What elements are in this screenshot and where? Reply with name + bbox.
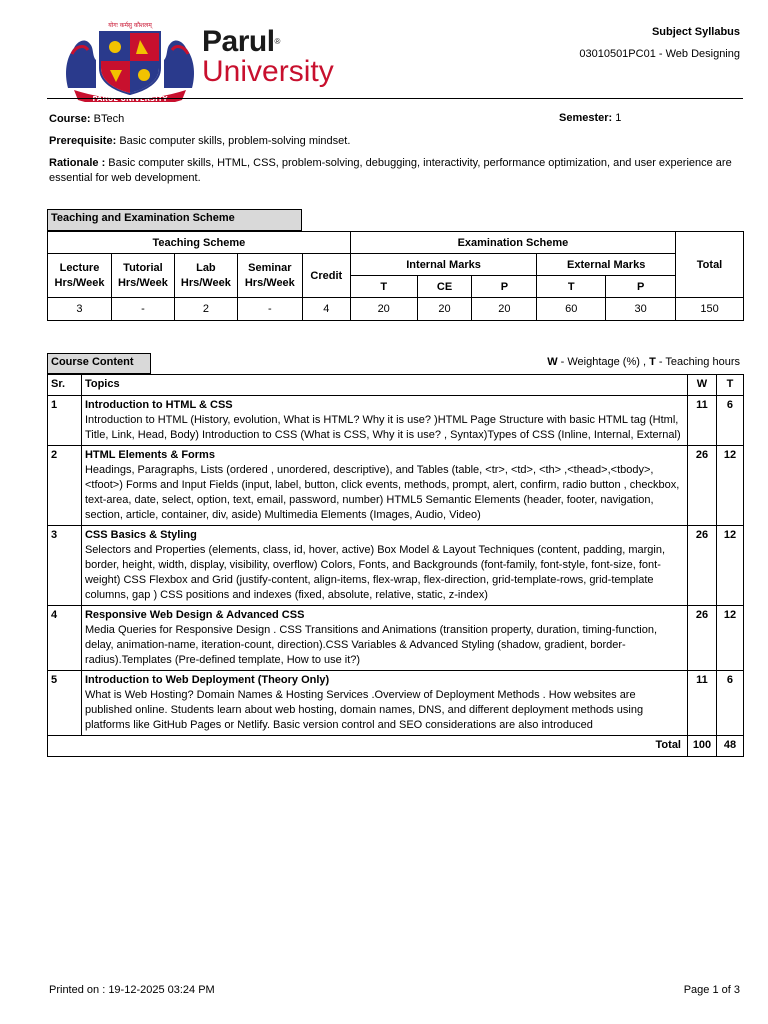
table-row <box>48 526 744 606</box>
col-t-header: T <box>716 375 743 396</box>
col-topics-header: Topics <box>81 375 687 396</box>
col-sr-header: Sr. <box>48 375 82 396</box>
brand-name-top: Parul <box>202 25 275 58</box>
rationale-label: Rationale : <box>49 157 106 169</box>
tutorial-header: Tutorial Hrs/Week <box>111 254 174 298</box>
course-row <box>49 112 743 127</box>
row-sr: 3 <box>48 526 82 606</box>
col-w-header: W <box>688 375 717 396</box>
semester-label: Semester: <box>559 112 613 124</box>
scheme-value-cell: - <box>111 298 174 321</box>
row-t: 12 <box>716 526 743 606</box>
total-row <box>48 736 744 757</box>
credit-header: Credit <box>302 254 350 298</box>
university-emblem-icon <box>60 18 200 102</box>
row-title: CSS Basics & Styling <box>84 529 197 541</box>
row-title: Introduction to HTML & CSS <box>84 399 233 411</box>
semester-row <box>559 112 621 124</box>
legend-w: W <box>547 356 558 368</box>
semester-value: 1 <box>615 112 622 124</box>
rationale-value: Basic computer skills, HTML, CSS, problem-solving, debugging, interactivity, performance optimization, and user experience are essential for web development. <box>49 157 732 184</box>
scheme-value-cell: - <box>237 298 302 321</box>
row-title: HTML Elements & Forms <box>84 449 215 461</box>
row-topic <box>81 671 687 736</box>
table-row <box>48 396 744 446</box>
scheme-value-cell: 3 <box>48 298 112 321</box>
row-topic <box>81 606 687 671</box>
page-number: Page 1 of 3 <box>683 984 740 996</box>
content-section-label: Course Content <box>47 353 151 374</box>
row-title: Responsive Web Design & Advanced CSS <box>84 609 305 621</box>
scheme-section-label: Teaching and Examination Scheme <box>47 209 302 231</box>
scheme-value-cell: 20 <box>472 298 537 321</box>
row-t: 6 <box>716 671 743 736</box>
internal-ce-header: CE <box>417 276 472 298</box>
prerequisite-label: Prerequisite: <box>49 135 117 147</box>
scheme-value-cell: 2 <box>174 298 237 321</box>
total-label: Total <box>48 736 688 757</box>
row-sr: 2 <box>48 446 82 526</box>
row-sr: 5 <box>48 671 82 736</box>
lab-header: Lab Hrs/Week <box>174 254 237 298</box>
doc-type: Subject Syllabus <box>651 26 740 38</box>
scheme-value-cell: 60 <box>537 298 606 321</box>
scheme-table <box>47 231 744 321</box>
row-desc: Headings, Paragraphs, Lists (ordered , unordered, descriptive), and Tables (table, <tr>, <td>, <th> ,<thead>,<tbody>,<tfoot>) Forms and Input Fields (input, label, button, click events, methods, prompt, alert, confirm, radio button , checkbox, text-area, date, select, option, text, email, password, number) HTML5 Semantic Elements (header, footer, navigation, section, article, container, div, aside) Multimedia Elements (Images, Audio, Video) <box>84 464 680 521</box>
course-value: BTech <box>93 113 125 125</box>
row-t: 12 <box>716 606 743 671</box>
row-w: 26 <box>688 526 717 606</box>
seminar-header: Seminar Hrs/Week <box>237 254 302 298</box>
university-logo <box>60 18 360 102</box>
scheme-value-cell: 150 <box>676 298 744 321</box>
header-divider <box>47 98 743 99</box>
row-w: 26 <box>688 446 717 526</box>
course-content-table <box>47 374 744 757</box>
row-w: 11 <box>688 671 717 736</box>
scheme-value-cell: 20 <box>417 298 472 321</box>
total-header: Total <box>676 232 744 298</box>
brand-name-bottom: University <box>202 55 334 88</box>
printed-on: Printed on : 19-12-2025 03:24 PM <box>49 984 215 996</box>
prerequisite-value: Basic computer skills, problem-solving mindset. <box>119 135 351 147</box>
registered-mark: ® <box>274 37 280 46</box>
row-title: Introduction to Web Deployment (Theory Only) <box>84 674 330 686</box>
row-desc: Introduction to HTML (History, evolution, What is HTML? Why it is use? )HTML Page Structure with basic HTML tag (Html, Title, Link, Head, Body) Introduction to CSS (What is CSS, Why it is use? , Syntax)Types of CSS (Inline, Internal, External) <box>84 414 681 441</box>
table-row <box>48 671 744 736</box>
external-marks-header: External Marks <box>537 254 676 276</box>
internal-p-header: P <box>472 276 537 298</box>
scheme-value-cell: 4 <box>302 298 350 321</box>
row-topic <box>81 446 687 526</box>
row-sr: 4 <box>48 606 82 671</box>
scheme-value-cell: 30 <box>606 298 676 321</box>
content-legend <box>547 356 740 368</box>
table-row <box>48 446 744 526</box>
lecture-header: Lecture Hrs/Week <box>48 254 112 298</box>
exam-scheme-header: Examination Scheme <box>350 232 675 254</box>
row-t: 12 <box>716 446 743 526</box>
row-topic <box>81 526 687 606</box>
row-t: 6 <box>716 396 743 446</box>
table-row <box>48 606 744 671</box>
row-desc: Selectors and Properties (elements, class, id, hover, active) Box Model & Layout Techniques (content, padding, margin, border, height, width, display, visibility, overflow) Colors, Fonts, and Backgrounds (font-family, font-style, font-size, font-weight) CSS Flexbox and Grid (justify-content, align-items, flex-wrap, flex-direction, grid-template-rows, grid-template columns, gap ) CSS positions and indexes (fixed, absolute, relative, static, z-index) <box>84 544 666 601</box>
row-w: 11 <box>688 396 717 446</box>
total-t: 48 <box>716 736 743 757</box>
rationale-row <box>49 156 740 186</box>
legend-t: T <box>649 356 656 368</box>
external-p-header: P <box>606 276 676 298</box>
header-meta <box>579 26 740 60</box>
legend-t-text: - Teaching hours <box>655 356 740 368</box>
course-label: Course: <box>49 113 91 125</box>
total-w: 100 <box>688 736 717 757</box>
internal-marks-header: Internal Marks <box>350 254 537 276</box>
brand-wordmark <box>202 26 334 88</box>
scheme-value-cell: 20 <box>350 298 417 321</box>
internal-t-header: T <box>350 276 417 298</box>
page-header <box>0 0 768 100</box>
external-t-header: T <box>537 276 606 298</box>
legend-w-text: - Weightage (%) , <box>557 356 650 368</box>
prerequisite-row <box>49 134 743 149</box>
logo-motto-text: योगः कर्मसु कौशलम् <box>108 22 152 29</box>
row-topic <box>81 396 687 446</box>
subject-code: 03010501PC01 - Web Designing <box>579 48 740 60</box>
row-w: 26 <box>688 606 717 671</box>
row-desc: What is Web Hosting? Domain Names & Hosting Services .Overview of Deployment Methods . How websites are published online. Students learn about web hosting, domain names, DNS, and different deployment methods using platforms like GitHub Pages or Netlify. Basic version control and SEO considerations are also introduced <box>84 689 644 731</box>
row-sr: 1 <box>48 396 82 446</box>
teaching-scheme-header: Teaching Scheme <box>48 232 351 254</box>
row-desc: Media Queries for Responsive Design . CSS Transitions and Animations (transition property, duration, timing-function, delay, animation-name, iteration-count, direction).CSS Variables & Advanced Styling (shadow, gradient, border-radius).Templates (Pre-defined template, How to use it?) <box>84 624 658 666</box>
